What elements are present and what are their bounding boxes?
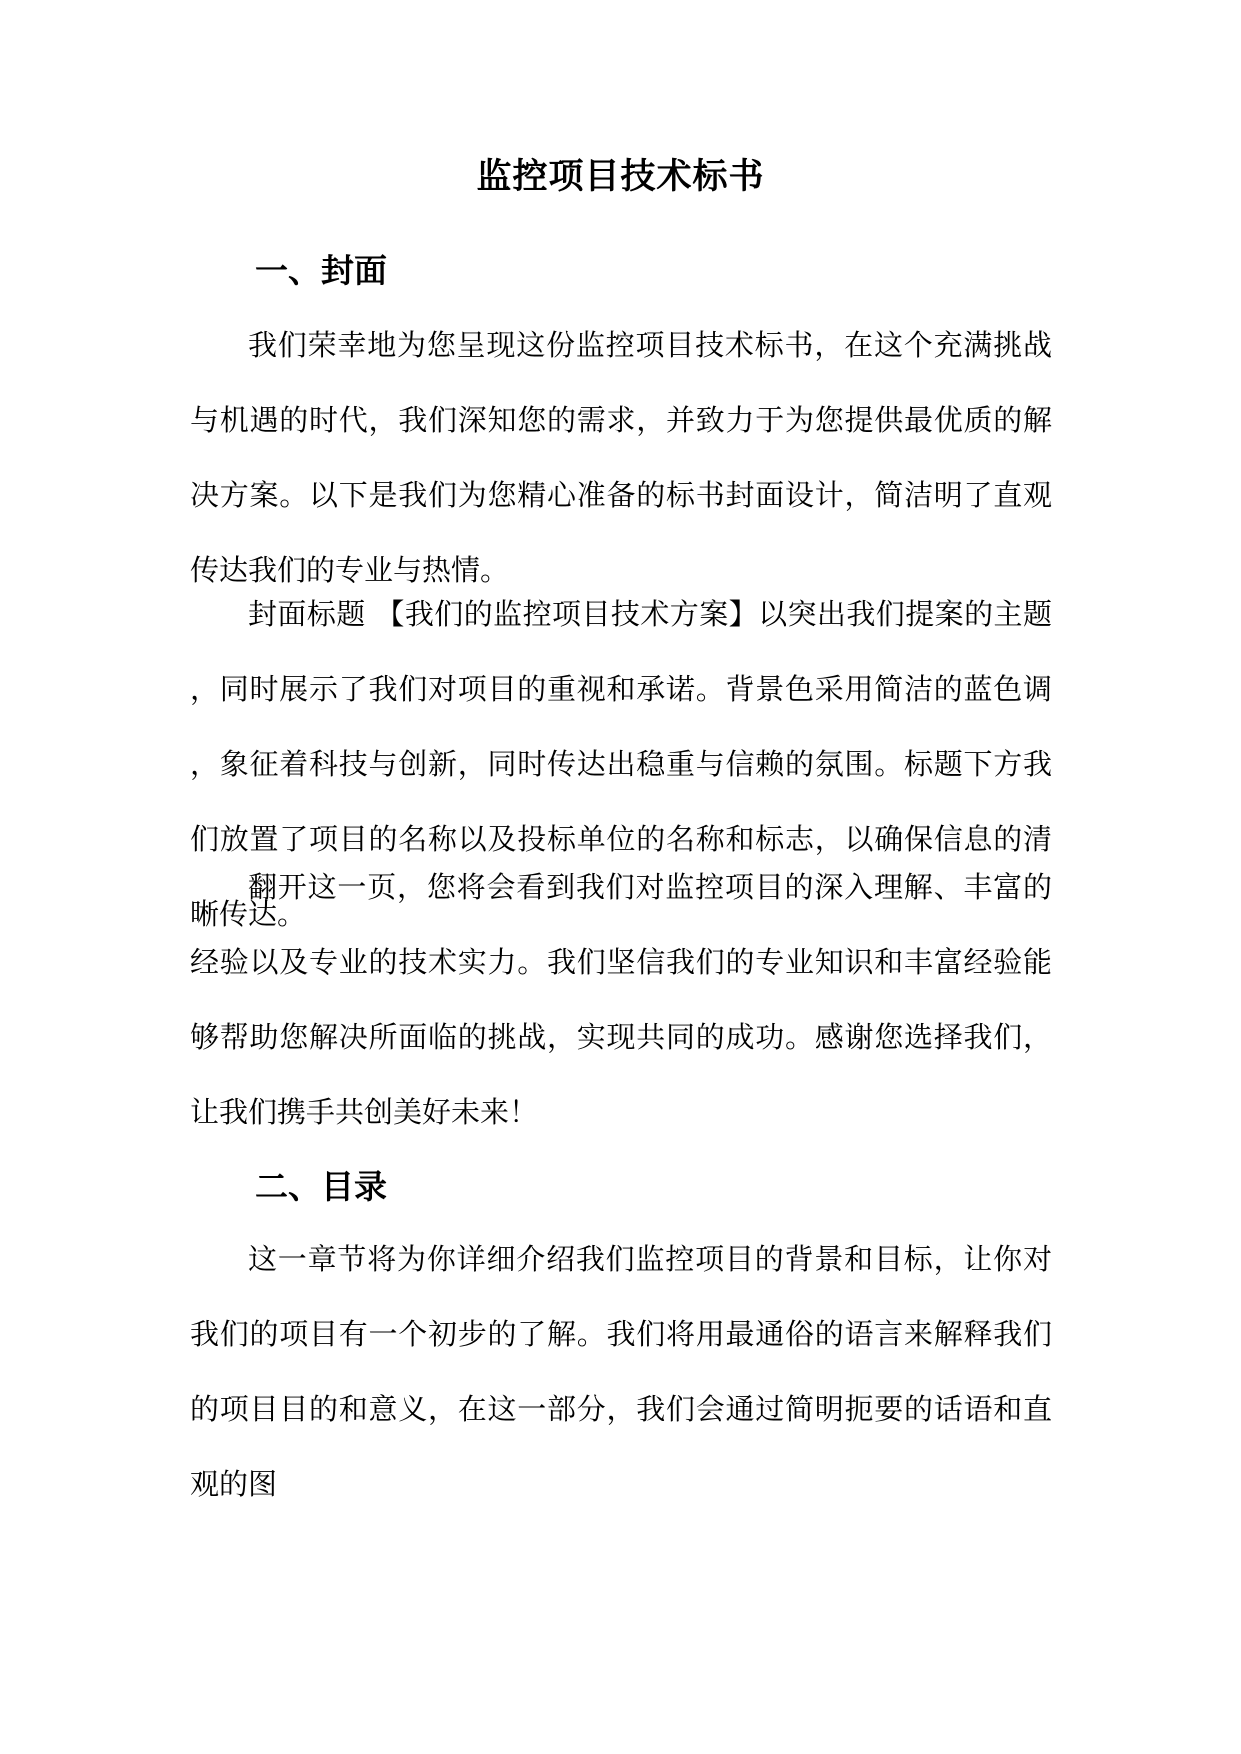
document-title: 监控项目技术标书 (476, 156, 765, 197)
section-heading-toc: 二、目录 (255, 1167, 387, 1206)
paragraph: 封面标题 【我们的监控项目技术方案】以突出我们提案的主题，同时展示了我们对项目的重视和承诺。背景色采用简洁的蓝色调，象征着科技与创新，同时传达出稳重与信赖的氛围。标题下方我们放置了项目的名称以及投标单位的名称和标志，以确保信息的清晰传达。 (190, 597, 1052, 931)
paragraph: 我们荣幸地为您呈现这份监控项目技术标书，在这个充满挑战与机遇的时代，我们深知您的需求，并致力于为您提供最优质的解决方案。以下是我们为您精心准备的标书封面设计，简洁明了直观传达我们的专业与热情。 (190, 328, 1052, 587)
section-heading-cover: 一、封面 (255, 251, 387, 290)
paragraph: 这一章节将为你详细介绍我们监控项目的背景和目标，让你对我们的项目有一个初步的了解。我们将用最通俗的语言来解释我们的项目目的和意义，在这一部分，我们会通过简明扼要的话语和直观的图 (190, 1242, 1052, 1501)
paragraph: 翻开这一页，您将会看到我们对监控项目的深入理解、丰富的经验以及专业的技术实力。我们坚信我们的专业知识和丰富经验能够帮助您解决所面临的挑战，实现共同的成功。感谢您选择我们，让我们携手共创美好未来！ (190, 870, 1052, 1129)
